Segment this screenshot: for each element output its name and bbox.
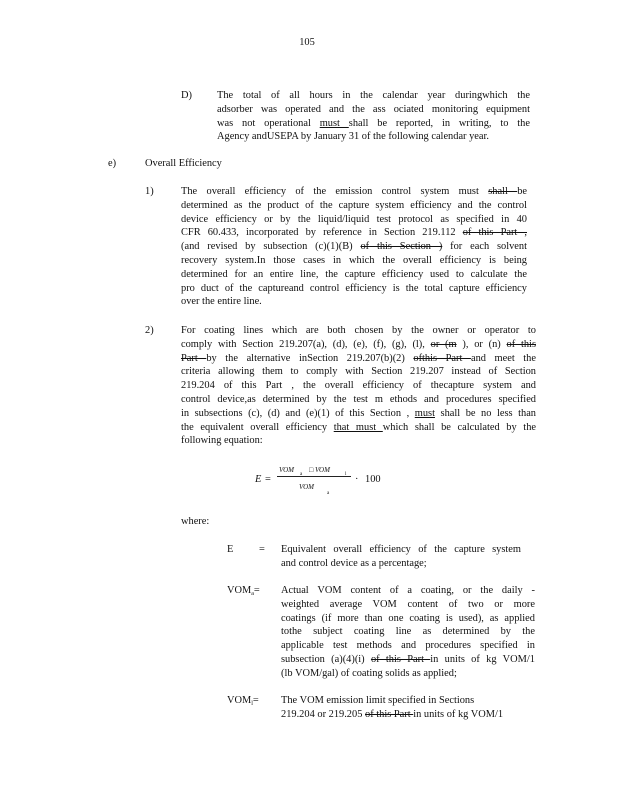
- text-line: [181, 393, 536, 407]
- text-segment: following equation:: [181, 435, 263, 447]
- text-line: [281, 639, 535, 653]
- text-segment: weighted average VOM content of two or more: [281, 598, 535, 610]
- text-line: [181, 324, 536, 338]
- text-segment: coatings (if more than one coating is used), as applied: [281, 612, 535, 624]
- section-e-label: e): [108, 158, 117, 169]
- text-line: [181, 268, 527, 282]
- text-segment: 219.204 of this Part , the overall efficiency of thecapture system and: [181, 380, 536, 392]
- struck-text: of this: [506, 338, 536, 350]
- def-term-vom-a-sub: a: [251, 591, 254, 597]
- struck-text: of this Part: [370, 653, 431, 665]
- def-eq-vom-a: =: [253, 585, 260, 596]
- text-line: [181, 365, 536, 379]
- text-line: [181, 185, 527, 199]
- equation-times: ·: [355, 474, 359, 485]
- def-term-e: [227, 543, 233, 557]
- text-line: [281, 557, 521, 571]
- text-segment: pro duct of the captureand control efficiency is the total capture efficiency: [181, 282, 527, 294]
- text-line: [181, 352, 536, 366]
- struck-text: ofthis Part: [413, 352, 471, 364]
- text-segment: (and revised by subsection (c)(1)(B): [181, 241, 361, 253]
- item-d-text: [217, 89, 530, 144]
- underlined-text: must: [414, 407, 435, 419]
- text-segment: Equivalent overall efficiency of the capture system: [281, 544, 521, 555]
- equation-lhs: E: [255, 474, 262, 485]
- text-segment: Agency andUSEPA by January 31 of the following calendar year.: [217, 131, 490, 143]
- text-line: [181, 421, 536, 435]
- text-segment: over the entire line.: [181, 296, 262, 308]
- struck-text: shall: [488, 186, 518, 197]
- text-segment: applicable test methods and procedures specified in: [281, 640, 535, 652]
- text-segment: which shall be calculated by the: [382, 421, 537, 433]
- text-line: [181, 338, 536, 352]
- text-segment: the equivalent overall efficiency: [181, 421, 334, 433]
- text-line: [281, 694, 531, 708]
- text-segment: control device,as determined by the test m ethods and procedures specified: [181, 393, 536, 405]
- text-segment: recovery system.In those cases in which the overall efficiency is being: [181, 254, 527, 266]
- text-segment: criteria allowing them to comply with Section 219.207 instead of Section: [181, 366, 536, 378]
- text-segment: The VOM emission limit specified in Sections: [281, 695, 475, 706]
- page-number: 105: [299, 37, 315, 48]
- text-segment: shall be reported, in writing, to the: [348, 117, 530, 129]
- item-2-label: 2): [145, 325, 154, 336]
- text-segment: be: [517, 186, 527, 197]
- text-segment: CFR 60.433, incorporated by reference in Section 219.112: [181, 227, 463, 239]
- text-line: [281, 612, 535, 626]
- text-line: [217, 89, 530, 103]
- text-segment: The overall efficiency of the emission control system must: [181, 186, 489, 197]
- text-line: [281, 653, 535, 667]
- equation-denominator-sub-a: a: [327, 491, 330, 496]
- equation-fraction-bar: [277, 476, 351, 477]
- struck-text: of this Part: [365, 708, 414, 720]
- equation-numerator-sub-a: a: [300, 472, 303, 477]
- def-term-e-text: E: [227, 544, 234, 555]
- text-segment: adsorber was operated and the ass ociated monitoring equipment: [217, 103, 530, 115]
- struck-text: or (m: [430, 338, 457, 350]
- text-segment: subsection (a)(4)(i): [281, 653, 371, 665]
- section-e-title: Overall Efficiency: [145, 158, 222, 169]
- text-segment: for each solvent: [442, 241, 527, 253]
- text-segment: The total of all hours in the calendar year duringwhich the: [217, 90, 530, 101]
- def-term-vom-l: [227, 694, 259, 712]
- item-1-text: [181, 185, 527, 309]
- def-text-vom-a: [281, 584, 535, 681]
- equation-denominator-vom: VOM: [299, 483, 314, 491]
- text-line: [181, 434, 536, 448]
- equation-factor: 100: [365, 474, 381, 485]
- text-segment: 219.204 or 219.205: [281, 708, 365, 720]
- text-line: [181, 379, 536, 393]
- text-line: [217, 103, 530, 117]
- struck-text: Part: [181, 352, 207, 364]
- def-text-e: [281, 543, 521, 571]
- struck-text: of this Section ): [360, 241, 443, 253]
- where-label: where:: [181, 516, 210, 527]
- text-segment: device efficiency or by the liquid/liquid test protocol as specified in 40: [181, 213, 527, 225]
- text-line: [181, 254, 527, 268]
- text-line: [281, 543, 521, 557]
- text-line: [281, 584, 535, 598]
- text-segment: by the alternative inSection 219.207(b)(2): [206, 352, 414, 364]
- struck-text: of this Part ,: [462, 227, 527, 239]
- item-2-text: [181, 324, 536, 448]
- def-term-vom-l-sub: l: [251, 701, 253, 707]
- text-segment: determined for an entire line, the capture efficiency used to calculate the: [181, 268, 527, 280]
- def-eq-vom-l: =: [252, 695, 259, 706]
- equation-equals: =: [265, 474, 271, 485]
- text-line: [181, 226, 527, 240]
- text-segment: in units of kg VOM/1: [430, 653, 535, 665]
- text-segment: Actual VOM content of a coating, or the daily -: [281, 585, 535, 596]
- text-line: [181, 199, 527, 213]
- text-line: [281, 625, 535, 639]
- text-segment: in subsections (c), (d) and (e)(1) of this Section ,: [181, 407, 415, 419]
- text-line: [281, 708, 531, 722]
- text-segment: (lb VOM/gal) of coating solids as applied;: [281, 667, 457, 679]
- def-term-vom-l-text: VOM: [227, 695, 252, 706]
- text-line: [281, 598, 535, 612]
- text-segment: in units of kg VOM/1: [413, 708, 504, 720]
- equation-numerator-vom: VOM: [279, 466, 294, 474]
- text-segment: ), or (n): [456, 338, 507, 350]
- def-term-vom-a: [227, 584, 260, 602]
- text-segment: and control device as a percentage;: [281, 557, 427, 569]
- item-1-label: 1): [145, 186, 154, 197]
- text-line: [181, 213, 527, 227]
- text-segment: For coating lines which are both chosen by the owner or operator to: [181, 325, 536, 336]
- underlined-text: that must: [333, 421, 383, 433]
- text-segment: was not operational: [217, 117, 320, 129]
- text-segment: shall be no less than: [434, 407, 536, 419]
- text-line: [281, 667, 535, 681]
- def-term-vom-a-text: VOM: [227, 585, 252, 596]
- text-line: [217, 130, 530, 144]
- text-line: [181, 295, 527, 309]
- item-d-label: D): [181, 90, 192, 101]
- underlined-text: must: [319, 117, 349, 129]
- text-segment: comply with Section 219.207(a), (d), (e), (f), (g), (l),: [181, 338, 431, 350]
- text-line: [217, 117, 530, 131]
- text-segment: and meet the: [470, 352, 536, 364]
- def-eq-e: =: [259, 544, 265, 555]
- equation: [255, 462, 395, 502]
- text-line: [181, 407, 536, 421]
- text-line: [181, 240, 527, 254]
- text-line: [181, 282, 527, 296]
- def-text-vom-l: [281, 694, 531, 722]
- text-segment: tothe subject coating line as determined by the: [281, 626, 535, 638]
- equation-numerator-sub-l: l: [345, 472, 347, 477]
- equation-numerator-minus-vom: □ VOM: [309, 466, 330, 474]
- text-segment: determined as the product of the capture system efficiency and the control: [181, 199, 527, 211]
